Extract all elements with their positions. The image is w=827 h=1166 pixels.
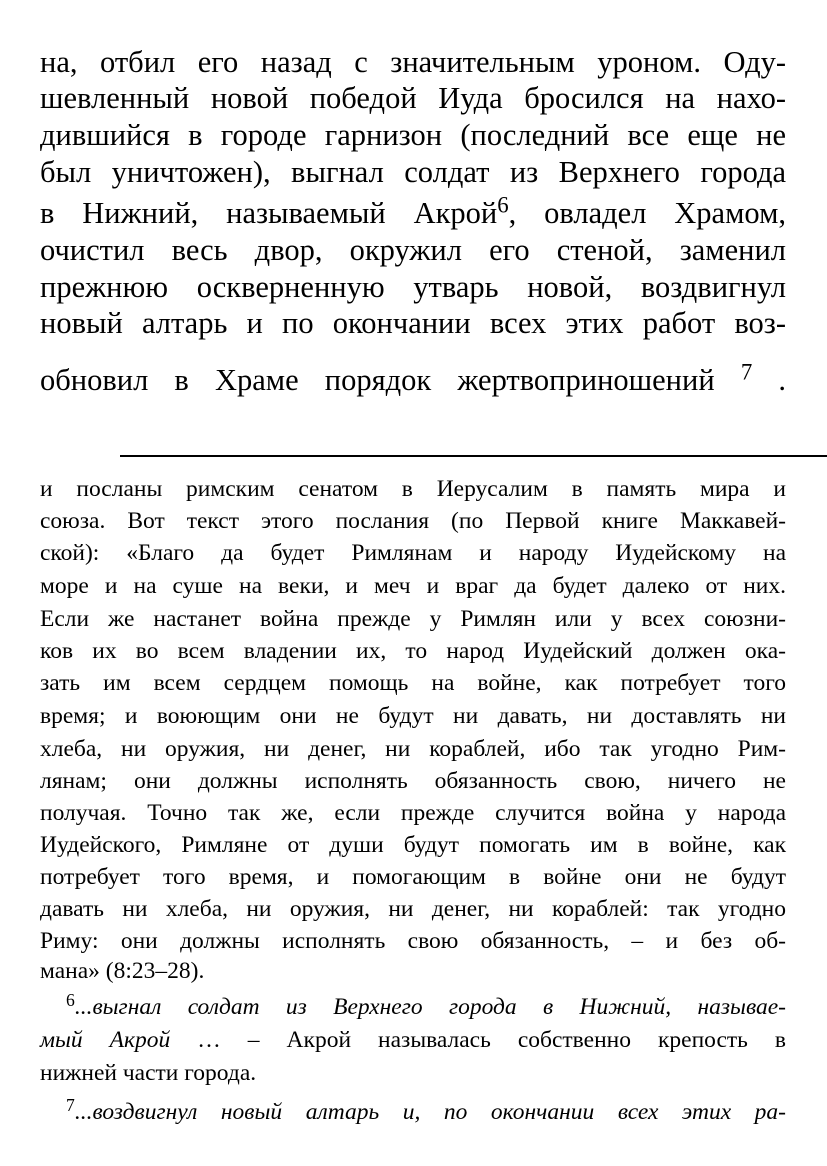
footnote-line: Если же настанет война прежде у Римлян или у всех союзни-: [40, 606, 786, 632]
main-line: [40, 359, 787, 398]
footnote-line: время; и воюющим они не будут ни давать, ни доставлять ни: [40, 703, 786, 729]
footnote-line: мана» (8:23–28).: [40, 958, 205, 984]
footnote-line: зать им всем сердцем помощь на войне, как потребует того: [40, 670, 786, 696]
main-line: очистил весь двор, окружил его стеной, заменил: [40, 233, 786, 267]
footnote-number-6: 6: [66, 990, 75, 1011]
footnote-ref-7[interactable]: 7: [740, 359, 753, 385]
footnote-line: Иудейского, Римляне от души будут помогать им в войне, как: [40, 832, 786, 858]
main-line: дившийся в городе гарнизон (последний все еще не: [40, 118, 786, 152]
footnote-line: и посланы римским сенатом в Иерусалим в память мира и: [40, 476, 786, 502]
footnote-line: лянам; они должны исполнять обязанность свою, ничего не: [40, 768, 786, 794]
text: мый Акрой: [40, 1027, 171, 1053]
footnote-line: Риму: они должны исполнять свою обязанность, – и без об-: [40, 928, 786, 954]
footnote-number-7: 7: [66, 1095, 75, 1116]
text: .: [778, 363, 787, 397]
footnote-line: союза. Вот текст этого послания (по Первой книге Маккавей-: [40, 508, 786, 534]
main-line: был уничтожен), выгнал солдат из Верхнего города: [40, 155, 786, 189]
footnote-line: давать ни хлеба, ни оружия, ни денег, ни кораблей: так угодно: [40, 896, 786, 922]
footnote-7: [66, 1097, 786, 1127]
text: в Нижний, называемый Акрой: [40, 196, 498, 230]
footnote-line: море и на суше на веки, и меч и враг да будет далеко от них.: [40, 573, 786, 599]
footnote-line: нижней части города.: [40, 1060, 257, 1086]
footnote-line: потребует того время, и помогающим в войне они не будут: [40, 864, 786, 890]
footnote-line: получая. Точно так же, если прежде случится война у народа: [40, 800, 786, 826]
main-line: прежнюю оскверненную утварь новой, воздвигнул: [40, 270, 786, 304]
main-line: шевленный новой победой Иуда бросился на нахо-: [40, 81, 786, 115]
text: ...воздвигнул новый алтарь и, по окончании всех этих ра-: [74, 1099, 786, 1125]
footnote-line: [40, 1025, 786, 1055]
text: … – Акрой называлась собственно крепость в: [170, 1027, 787, 1053]
footnote-line: ской): «Благо да будет Римлянам и народу Иудейскому на: [40, 540, 786, 566]
footnote-6: [66, 992, 786, 1022]
text: обновил в Храме порядок жертвоприношений: [40, 363, 715, 397]
footnote-line: ков их во всем владении их, то народ Иудейский должен ока-: [40, 638, 786, 664]
main-line: [40, 192, 786, 231]
text: ...выгнал солдат из Верхнего города в Нижний, называе-: [74, 994, 786, 1020]
footnote-ref-6[interactable]: 6: [497, 192, 509, 218]
text: , овладел Храмом,: [508, 196, 786, 230]
main-line: на, отбил его назад с значительным уроном. Оду-: [40, 45, 786, 79]
main-line: новый алтарь и по окончании всех этих работ воз-: [40, 306, 786, 340]
footnote-line: хлеба, ни оружия, ни денег, ни кораблей, ибо так угодно Рим-: [40, 736, 786, 762]
footnote-separator: [120, 455, 827, 457]
